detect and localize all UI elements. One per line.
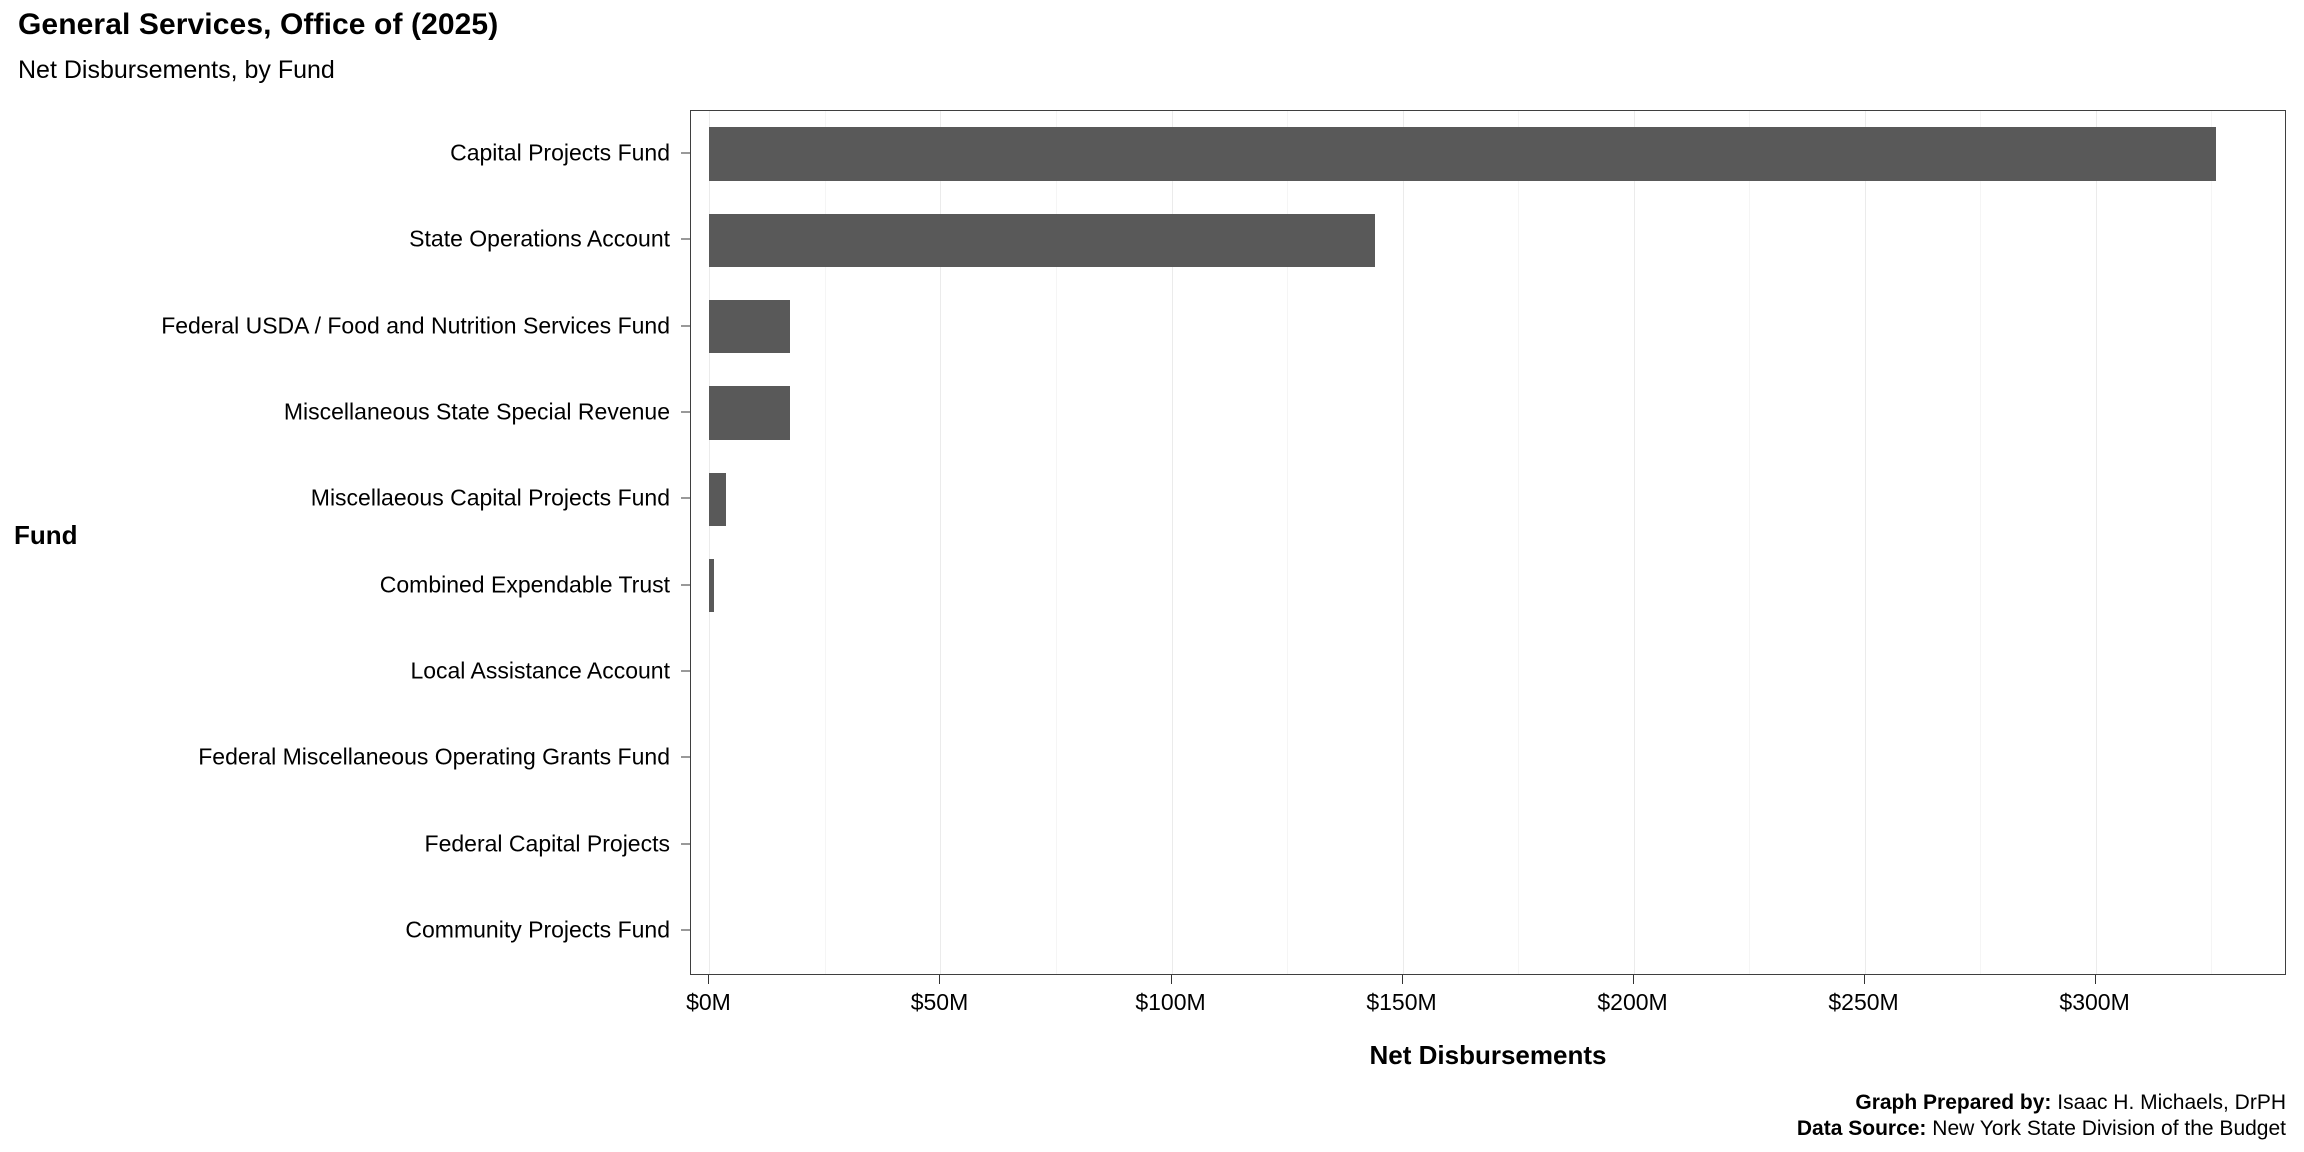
bars-layer [691,111,2285,974]
caption-data-source-label: Data Source: [1796,1116,1927,1140]
x-axis-title: Net Disbursements [1369,1040,1607,1070]
y-axis-tick [681,325,690,326]
bar [709,300,790,354]
x-axis-tick-label: $50M [910,989,969,1015]
y-axis-tick [681,412,690,413]
y-axis-tick-label: Local Assistance Account [410,657,670,684]
y-axis-tick [681,498,690,499]
y-axis [0,110,690,975]
bar [709,559,714,613]
bar [709,473,725,527]
y-axis-tick [681,757,690,758]
y-axis-tick-label: State Operations Account [409,225,670,252]
x-axis-tick-label: $100M [1135,989,1206,1015]
chart-subtitle: Net Disbursements, by Fund [18,56,335,84]
y-axis-tick-label: Miscellaeous Capital Projects Fund [310,484,670,511]
caption-data-source [1797,1116,2286,1142]
bar [709,214,1374,268]
y-axis-tick-label: Federal Capital Projects [424,830,670,857]
y-axis-tick-label: Federal Miscellaneous Operating Grants Fund [198,743,670,770]
x-axis-tick-label: $250M [1828,989,1899,1015]
x-axis-tick-label: $150M [1366,989,1437,1015]
x-axis-tick [1864,975,1865,984]
caption-prepared-by-value: Isaac H. Michaels, DrPH [2057,1090,2286,1114]
y-axis-tick [681,670,690,671]
caption-prepared-by-label: Graph Prepared by: [1855,1090,2052,1114]
y-axis-tick-label: Federal USDA / Food and Nutrition Services Fund [161,312,670,339]
x-axis-tick [708,975,709,984]
x-axis-tick [2095,975,2096,984]
y-axis-tick [681,239,690,240]
y-axis-tick-label: Combined Expendable Trust [379,571,670,598]
bar [709,386,790,440]
x-axis-tick-label: $200M [1597,989,1668,1015]
x-axis-tick [939,975,940,984]
y-axis-tick [681,843,690,844]
caption [1797,1090,2286,1143]
y-axis-tick-label: Community Projects Fund [405,916,670,943]
y-axis-tick [681,929,690,930]
bar [709,127,2215,181]
y-axis-tick [681,153,690,154]
x-axis-tick-label: $300M [2059,989,2130,1015]
plot-area [690,110,2286,975]
caption-prepared-by [1797,1090,2286,1116]
y-axis-tick-label: Miscellaneous State Special Revenue [283,398,670,425]
x-axis-tick [1633,975,1634,984]
y-axis-title: Fund [14,520,78,550]
x-axis [686,975,2286,1035]
y-axis-tick [681,584,690,585]
x-axis-tick-label: $0M [686,989,731,1015]
x-axis-tick [1402,975,1403,984]
caption-data-source-value: New York State Division of the Budget [1932,1116,2286,1140]
y-axis-tick-label: Capital Projects Fund [450,139,670,166]
x-axis-tick [1171,975,1172,984]
page-title: General Services, Office of (2025) [18,8,499,41]
